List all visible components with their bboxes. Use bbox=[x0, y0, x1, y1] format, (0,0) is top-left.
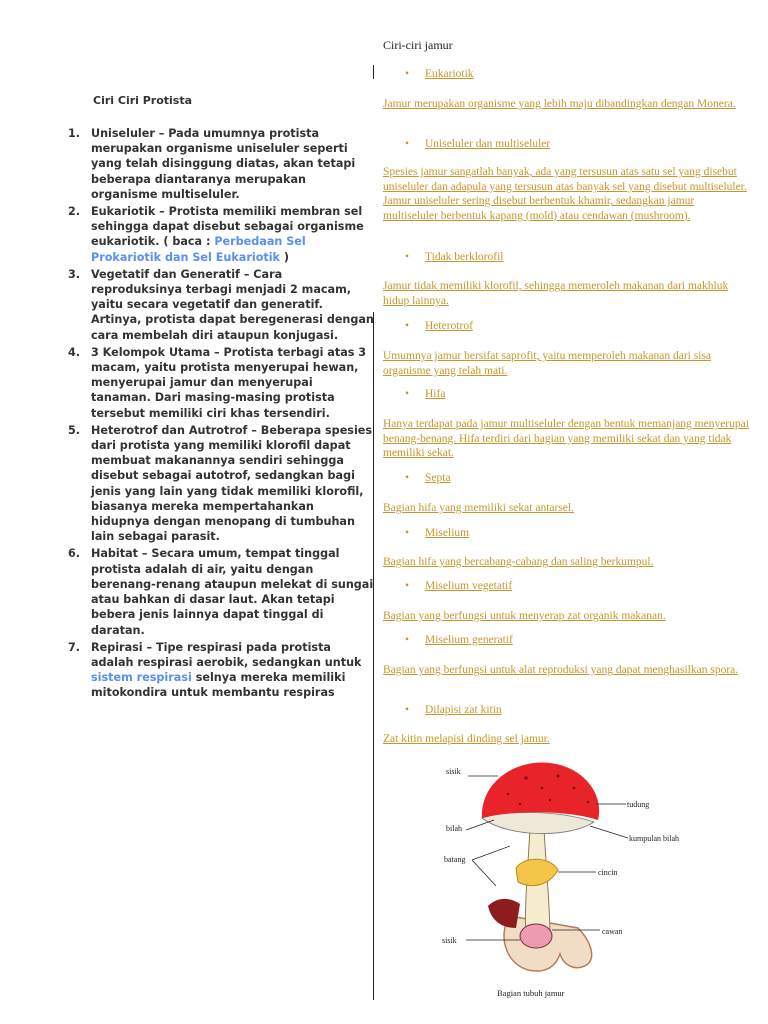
para-hifa: Hanya terdapat pada jamur multiseluler dengan bentuk memanjang menyerupai benang-benang. Hifa terdiri dari bagian yang memiliki sekat dan yang tidak memiliki sekat. bbox=[383, 418, 749, 460]
para-septa: Bagian hifa yang memiliki sekat antarsel. bbox=[383, 502, 574, 514]
label-kumpulan-bilah: kumpulan bilah bbox=[629, 834, 679, 843]
para-miselium-generatif: Bagian yang berfungsi untuk alat reproduksi yang dapat menghasilkan spora. bbox=[383, 664, 739, 676]
bullet-miselium-vegetatif: • Miselium vegetatif bbox=[405, 580, 513, 592]
link-perbedaan-sel[interactable]: Perbedaan Sel Prokariotik dan Sel Eukariotik bbox=[91, 235, 306, 264]
protista-list bbox=[68, 126, 376, 703]
bullet-septa: • Septa bbox=[405, 472, 451, 484]
list-item: 2. Eukariotik – Protista memiliki membran sel sehingga dapat disebut sebagai organisme eukariotik. ( baca : Perbedaan Sel Prokariotik dan Sel Eukariotik ) bbox=[68, 205, 364, 264]
bullet-heterotrof: • Heterotrof bbox=[405, 320, 473, 332]
bullet-uniseluler-multiseluler: • Uniseluler dan multiseluler bbox=[405, 138, 551, 150]
list-item: 4. 3 Kelompok Utama – Protista terbagi atas 3 macam, yaitu protista menyerupai hewan, menyerupai jamur dan menyerupai tanaman. Dari masing-masing protista tersebut memiliki ciri khas tersendiri. bbox=[68, 345, 367, 420]
bullet-tidak-berklorofil: • Tidak berklorofil bbox=[405, 251, 504, 263]
bullet-hifa: • Hifa bbox=[405, 388, 446, 400]
bullet-miselium: • Miselium bbox=[405, 527, 470, 539]
bullet-dilapisi-zat-kitin: • Dilapisi zat kitin bbox=[405, 704, 502, 716]
mushroom-cap bbox=[482, 762, 599, 820]
label-bilah: bilah bbox=[446, 824, 462, 833]
bullet-miselium-generatif: • Miselium generatif bbox=[405, 634, 513, 646]
protista-heading: Ciri Ciri Protista bbox=[93, 94, 193, 107]
list-item: 3. Vegetatif dan Generatif – Cara reproduksinya terbagi menjadi 2 macam, yaitu secara vegetatif dan generatif. Artinya, protista dapat beregenerasi dengan cara membelah diri ataupun konjugasi. bbox=[68, 267, 374, 342]
list-item: 6. Habitat – Secara umum, tempat tinggal protista adalah di air, yaitu dengan berenang-renang ataupun melekat di sungai atau bahkan di dasar laut. Akan tetapi bebera jenis lainnya dapat tinggal di daratan. bbox=[68, 547, 374, 637]
mushroom-gills bbox=[482, 812, 594, 833]
mushroom-ring bbox=[516, 859, 558, 885]
list-item: 1. Uniseluler – Pada umumnya protista merupakan organisme uniseluler seperti yang telah disinggung diatas, akan tetapi beberapa diantaranya merupakan organisme multiseluler. bbox=[68, 127, 356, 201]
link-sistem-respirasi[interactable]: sistem respirasi bbox=[91, 671, 192, 685]
mushroom-volva bbox=[520, 924, 552, 948]
mushroom-diagram bbox=[438, 758, 708, 988]
label-batang: batang bbox=[444, 855, 466, 864]
para-eukariotik: Jamur merupakan organisme yang lebih maju dibandingkan dengan Monera. bbox=[383, 98, 736, 110]
label-tudung: tudung bbox=[627, 800, 650, 809]
jamur-title: Ciri-ciri jamur bbox=[383, 38, 453, 52]
para-miselium: Bagian hifa yang bercabang-cabang dan saling berkumpul. bbox=[383, 556, 654, 568]
para-tidak-berklorofil: Jamur tidak memiliki klorofil, sehingga memeroleh makanan dari makhluk hidup lainnya. bbox=[383, 280, 729, 307]
diagram-caption: Bagian tubuh jamur bbox=[497, 988, 565, 998]
label-cincin: cincin bbox=[598, 868, 618, 877]
list-item: 7. Repirasi – Tipe respirasi pada protista adalah respirasi aerobik, sedangkan untuk sistem respirasi selnya mereka memiliki mitokondira untuk membantu respiras bbox=[68, 640, 362, 700]
para-miselium-vegetatif: Bagian yang berfungsi untuk menyerap zat organik makanan. bbox=[383, 610, 666, 622]
bullet-eukariotik: • Eukariotik bbox=[405, 68, 474, 80]
list-item: 5. Heterotrof dan Autrotrof – Beberapa spesies dari protista yang memiliki klorofil dapat membuat makanannya sendiri sehingga disebut sebagai autotrof, sedangkan bagi jenis yang lain yang tidak memiliki klorofil, biasanya mereka mempertahankan hidupnya dengan menopang di tumbuhan lain sebagai parasit. bbox=[68, 423, 373, 544]
column-divider-top bbox=[373, 65, 374, 79]
para-heterotrof: Umumnya jamur bersifat saprofit, yaitu memperoleh makanan dari sisa organisme yang telah mati. bbox=[383, 350, 711, 377]
label-cawan: cawan bbox=[602, 927, 623, 936]
label-sisik-bottom: sisik bbox=[442, 936, 457, 945]
para-dilapisi-zat-kitin: Zat kitin melapisi dinding sel jamur. bbox=[383, 733, 550, 745]
para-uniseluler-multiseluler: Spesies jamur sangatlah banyak, ada yang tersusun atas satu sel yang disebut uniseluler dan adapula yang tersusun atas banyak sel yang disebut multiseluler. Jamur uniseluler sering disebut berbentuk khamir, sedangkan jamur multiseluler berbentuk kapang (mold) atau cendawan (mushroom). bbox=[383, 166, 747, 222]
label-sisik-top: sisik bbox=[446, 767, 461, 776]
